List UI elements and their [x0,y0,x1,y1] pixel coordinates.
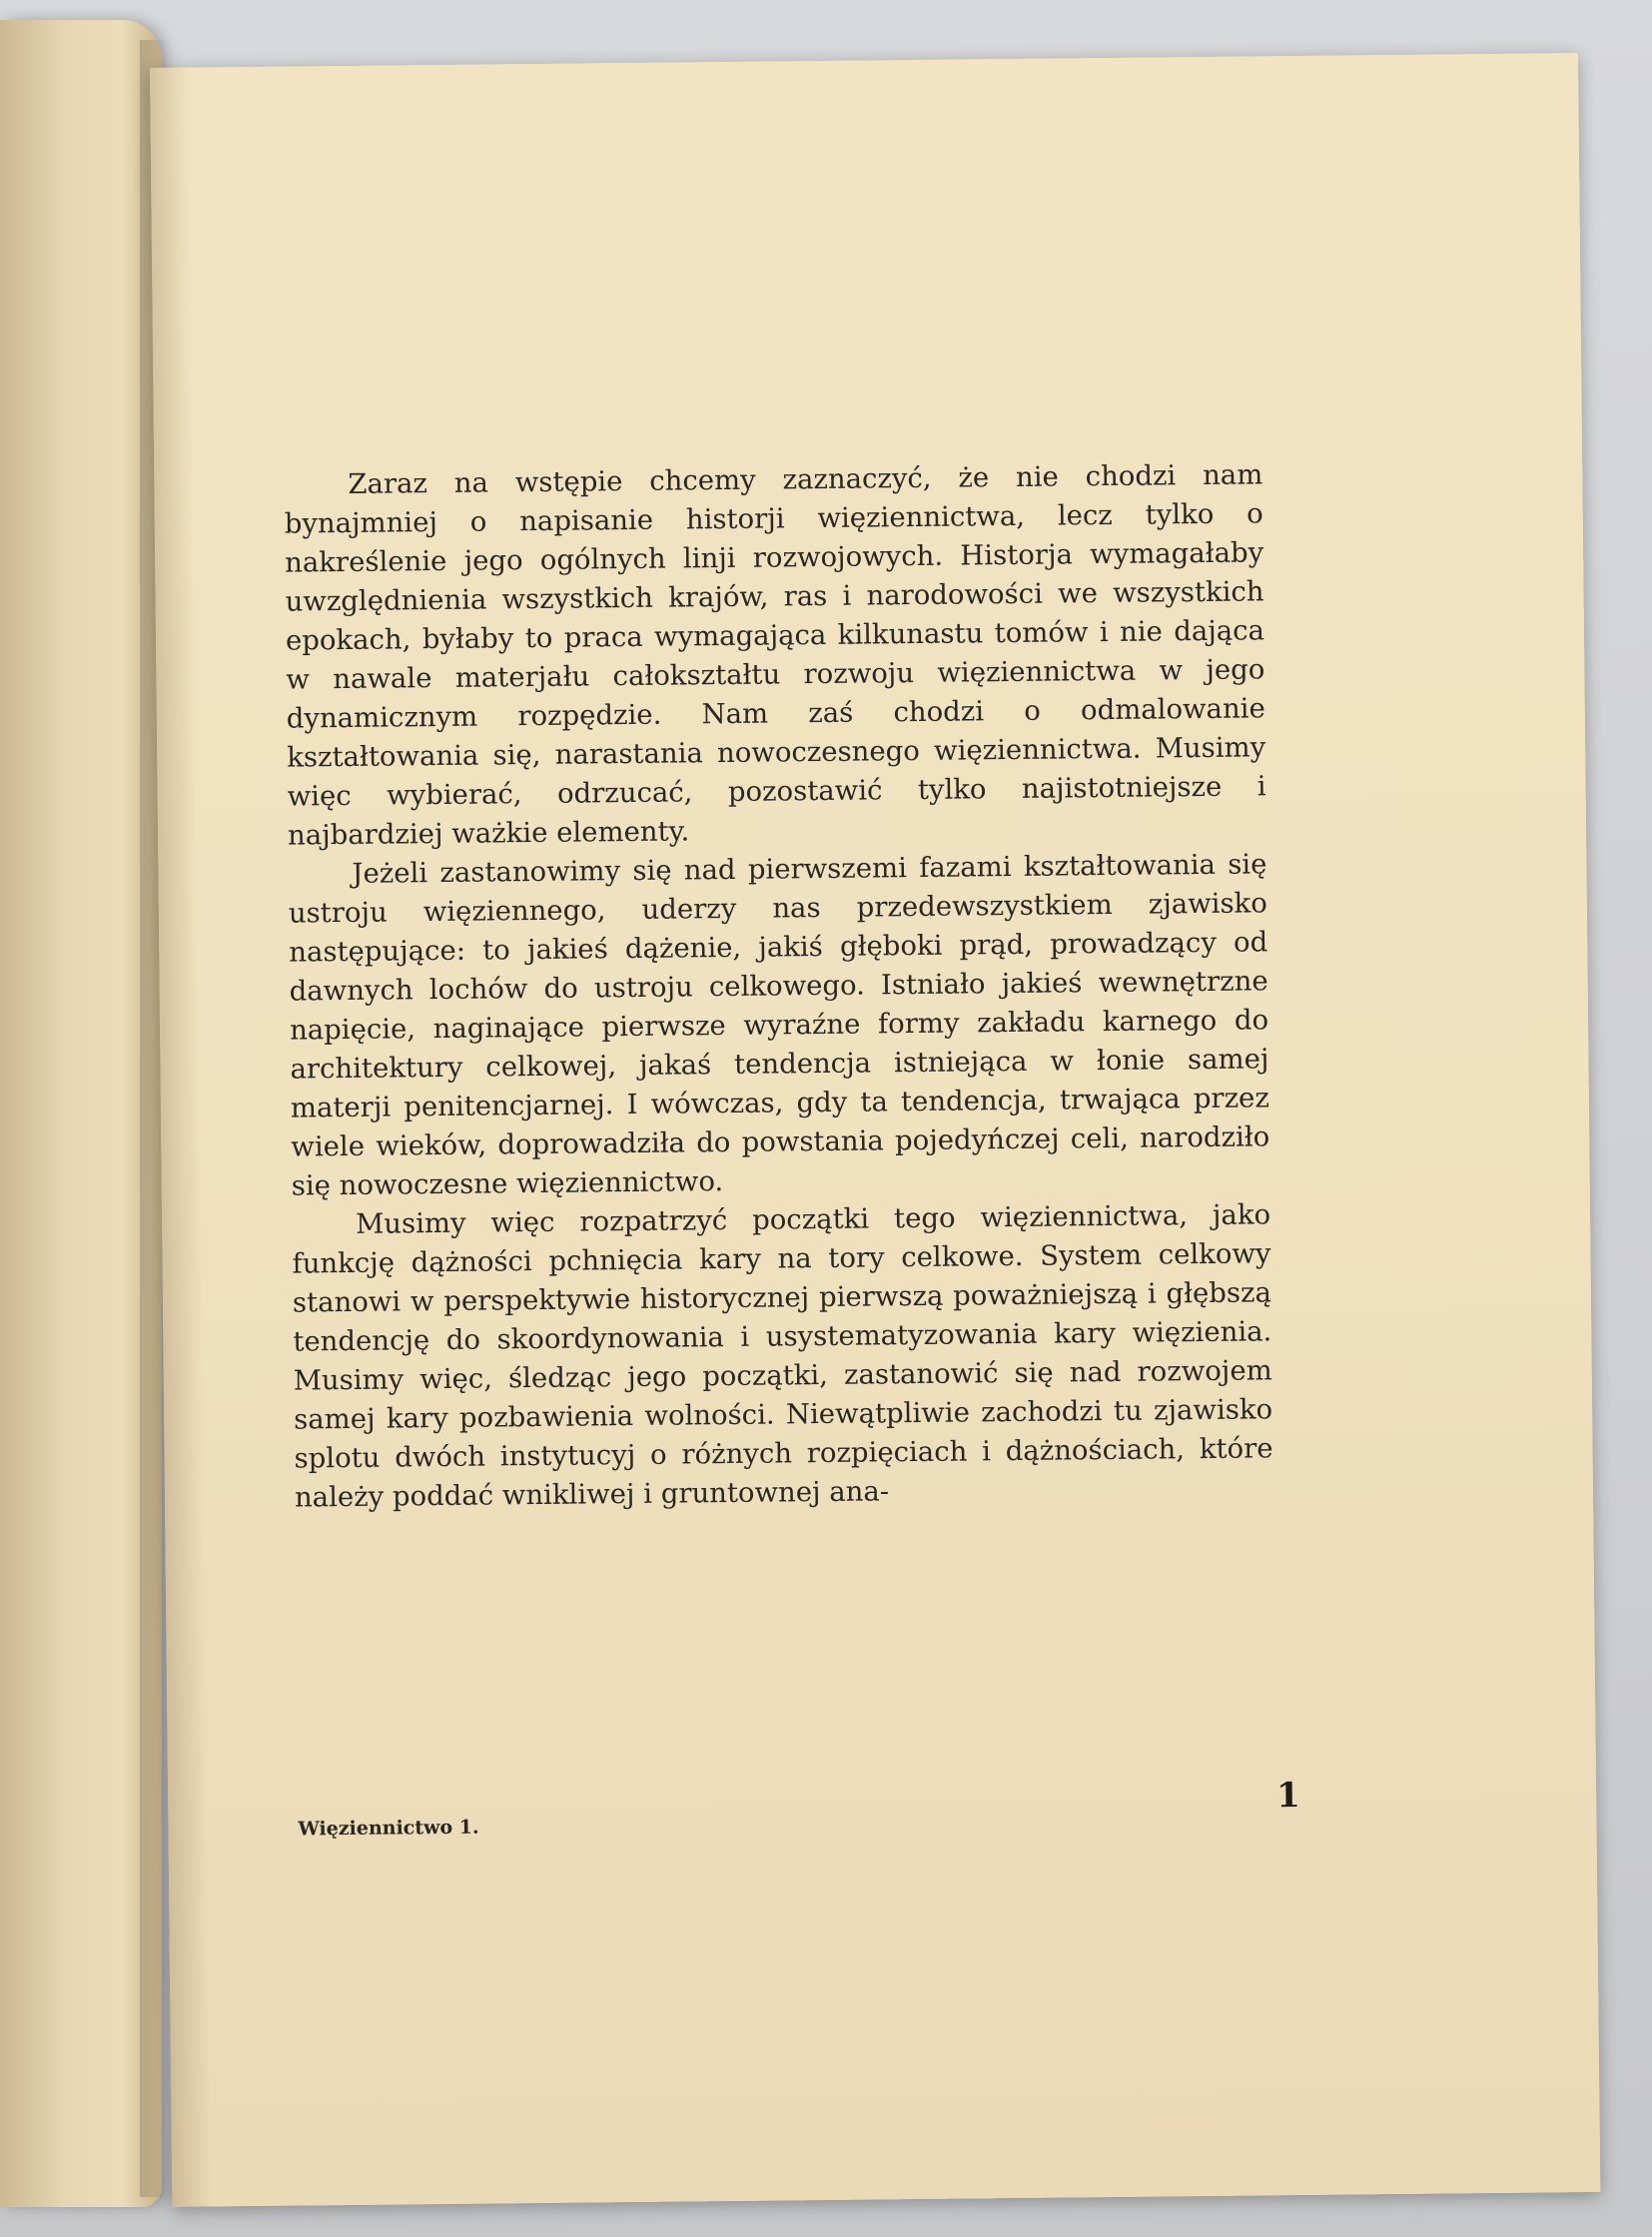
body-text [284,455,1273,1517]
paragraph-1: Zaraz na wstępie chcemy zaznaczyć, że nie chodzi nam bynajmniej o napisanie historji więziennictwa, lecz tylko o nakreślenie jego ogólnych linji rozwojowych. Historja wymagałaby uwzględnienia wszystkich krajów, ras i narodowości we wszystkich epokach, byłaby to praca wymagająca kilkunastu tomów i nie dająca w nawale materjału całokształtu rozwoju więziennictwa w jego dynamicznym rozpędzie. Nam zaś chodzi o odmalowanie kształtowania się, narastania nowoczesnego więziennictwa. Musimy więc wybierać, odrzucać, pozostawić tylko najistotniejsze i najbardziej ważkie elementy. [284,458,1266,852]
left-page [0,20,162,2207]
page-number: 1 [1275,1776,1301,1817]
book-page [150,53,1600,2207]
footer-signature: Więziennictwo 1. [298,1816,479,1841]
paragraph-2: Jeżeli zastanowimy się nad pierwszemi fazami kształtowania się ustroju więziennego, uderzy nas przedewszystkiem zjawisko następujące: to jakieś dążenie, jakiś głęboki prąd, prowadzący od dawnych lochów do ustroju celkowego. Istniało jakieś wewnętrzne napięcie, naginające pierwsze wyraźne formy zakładu karnego do architektury celkowej, jakaś tendencja istniejąca w łonie samej materji penitencjarnej. I wówczas, gdy ta tendencja, trwająca przez wiele wieków, doprowadziła do powstania pojedyńczej celi, narodziło się nowoczesne więziennictwo. [288,848,1270,1202]
paragraph-3: Musimy więc rozpatrzyć początki tego więziennictwa, jako funkcję dążności pchnięcia kary na tory celkowe. System celkowy stanowi w perspektywie historycznej pierwszą poważniejszą i głębszą tendencję do skoordynowania i usystematyzowania kary więzienia. Musimy więc, śledząc jego początki, zastanowić się nad rozwojem samej kary pozbawienia wolności. Niewątpliwie zachodzi tu zjawisko splotu dwóch instytucyj o różnych rozpięciach i dążnościach, które należy poddać wnikliwej i gruntownej ana- [292,1198,1273,1514]
